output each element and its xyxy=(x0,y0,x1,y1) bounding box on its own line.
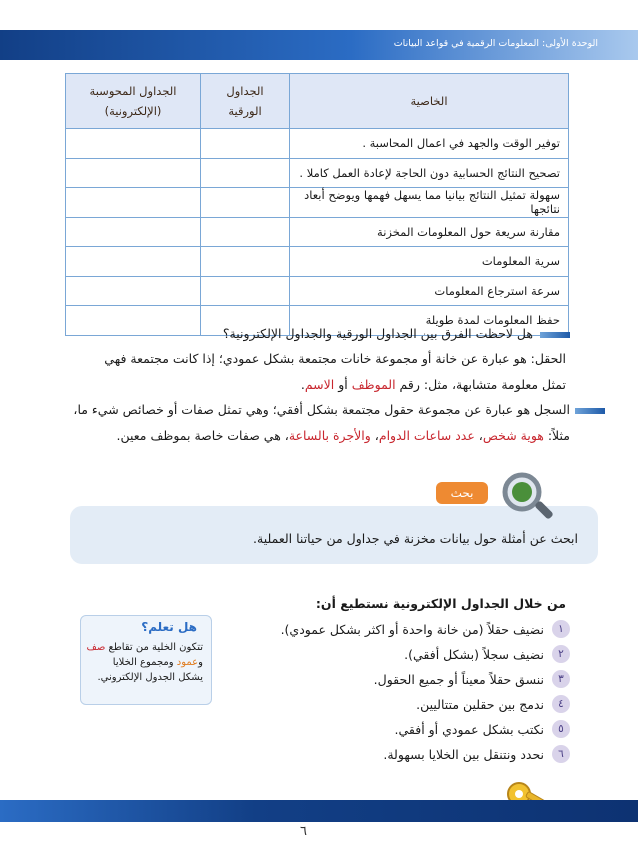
step-number: ٤ xyxy=(552,695,570,713)
table-row xyxy=(66,276,569,306)
row-feature: سهولة تمثيل النتائج بيانيا مما يسهل فهمها ويوضح أبعاد نتائجها xyxy=(290,188,569,218)
list-item xyxy=(383,745,570,763)
table-row xyxy=(66,129,569,159)
search-activity-text: ابحث عن أمثلة حول بيانات مخزنة في جداول من حياتنا العملية. xyxy=(253,531,578,546)
header-feature: الخاصية xyxy=(290,74,569,129)
list-item xyxy=(395,720,571,738)
record-example-hours: عدد ساعات الدوام xyxy=(378,428,475,443)
field-example-employee: الموظف xyxy=(351,377,396,392)
field-definition-line1: الحقل: هو عبارة عن خانة أو مجموعة خانات مجتمعة بشكل عمودي؛ إذا كانت مجتمعة فهي xyxy=(104,351,566,366)
table-row xyxy=(66,188,569,218)
did-you-know-box xyxy=(80,615,212,705)
electronic-cell[interactable] xyxy=(66,306,201,336)
record-example-sep: ، xyxy=(474,428,483,443)
row-feature: توفير الوقت والجهد في اعمال المحاسبة . xyxy=(290,129,569,159)
unit-title: الوحدة الأولى: المعلومات الرقمية في قواعد البيانات xyxy=(393,38,598,49)
bullet-bar xyxy=(540,332,570,338)
table-row xyxy=(66,217,569,247)
electronic-cell[interactable] xyxy=(66,276,201,306)
magnifier-icon xyxy=(498,468,560,530)
step-number: ٦ xyxy=(552,745,570,763)
step-text: نحدد ونتنقل بين الخلايا بسهولة. xyxy=(383,746,544,762)
step-text: نكتب بشكل عمودي أو أفقي. xyxy=(394,721,544,737)
row-feature: حفظ المعلومات لمدة طويلة xyxy=(290,306,569,336)
bullet-bar xyxy=(575,408,605,414)
step-text: ننسق حقلاً معيناً أو جميع الحقول. xyxy=(373,671,544,687)
search-badge: بحث xyxy=(436,482,488,504)
row-feature: سرعة استرجاع المعلومات xyxy=(290,276,569,306)
step-number: ٣ xyxy=(552,670,570,688)
field-example-name: الاسم xyxy=(304,377,335,392)
know-row-word: صف xyxy=(86,642,106,653)
record-example-rate: والأجرة بالساعة xyxy=(288,428,371,443)
list-item xyxy=(374,670,570,688)
electronic-cell[interactable] xyxy=(66,129,201,159)
record-example-label: مثلاً: xyxy=(543,428,570,443)
step-number: ٥ xyxy=(552,720,570,738)
question-text: هل لاحظت الفرق بين الجداول الورقية والجداول الإلكترونية؟ xyxy=(222,326,533,341)
know-column-word: عمود xyxy=(176,657,199,668)
paper-cell[interactable] xyxy=(201,247,290,277)
header-electronic-line1: الجداول المحوسبة xyxy=(89,84,177,98)
step-number: ٢ xyxy=(552,645,570,663)
row-feature: سرية المعلومات xyxy=(290,247,569,277)
step-text: ندمج بين حقلين متتاليين. xyxy=(416,696,544,712)
know-text-part: ومجموع الخلايا يشكل الجدول الإلكتروني. xyxy=(97,657,203,683)
paper-cell[interactable] xyxy=(201,188,290,218)
paper-cell[interactable] xyxy=(201,129,290,159)
paper-cell[interactable] xyxy=(201,217,290,247)
header-electronic-line2: (الإلكترونية) xyxy=(104,104,162,118)
header-paper-line1: الجداول xyxy=(226,84,264,98)
field-example-end: . xyxy=(300,377,305,392)
row-feature: تصحيح النتائج الحسابية دون الحاجة لإعادة العمل كاملا . xyxy=(290,158,569,188)
paper-cell[interactable] xyxy=(201,276,290,306)
did-you-know-text xyxy=(85,640,203,685)
paper-cell[interactable] xyxy=(201,158,290,188)
record-example-end: ، هي صفات خاصة بموظف معين. xyxy=(116,428,289,443)
field-example-or: أو xyxy=(334,377,352,392)
comparison-table xyxy=(65,73,569,336)
table-row xyxy=(66,247,569,277)
step-text: نضيف حقلاً (من خانة واحدة أو اكثر بشكل عمودي). xyxy=(280,621,544,637)
list-item xyxy=(404,645,570,663)
record-definition-line2 xyxy=(116,427,570,445)
steps-title: من خلال الجداول الإلكترونية نستطيع أن: xyxy=(315,596,566,611)
electronic-cell[interactable] xyxy=(66,217,201,247)
field-example-text: تمثل معلومة متشابهة، مثل: رقم xyxy=(395,377,566,392)
electronic-cell[interactable] xyxy=(66,188,201,218)
record-example-sep: ، xyxy=(370,428,379,443)
footer-band xyxy=(0,800,638,822)
header-paper-line2: الورقية xyxy=(228,104,262,118)
page-number: ٦ xyxy=(300,824,307,839)
field-definition-line2 xyxy=(301,376,566,394)
step-number: ١ xyxy=(552,620,570,638)
record-example-id: هوية شخص xyxy=(482,428,544,443)
header-electronic xyxy=(66,74,201,129)
row-feature: مقارنة سريعة حول المعلومات المخزنة xyxy=(290,217,569,247)
table-header-row xyxy=(66,74,569,129)
electronic-cell[interactable] xyxy=(66,158,201,188)
table-row xyxy=(66,158,569,188)
step-text: نضيف سجلاً (بشكل أفقي). xyxy=(404,646,544,662)
know-text-part: تتكون الخلية من تقاطع xyxy=(105,642,203,653)
header-paper xyxy=(201,74,290,129)
did-you-know-title: هل تعلم؟ xyxy=(141,620,197,634)
know-text-part: و xyxy=(198,657,203,668)
list-item xyxy=(416,695,570,713)
record-definition-line1: السجل هو عبارة عن مجموعة حقول مجتمعة بشكل أفقي؛ وهي تمثل صفات أو خصائص شيء ما، xyxy=(73,402,570,417)
list-item xyxy=(281,620,570,638)
electronic-cell[interactable] xyxy=(66,247,201,277)
